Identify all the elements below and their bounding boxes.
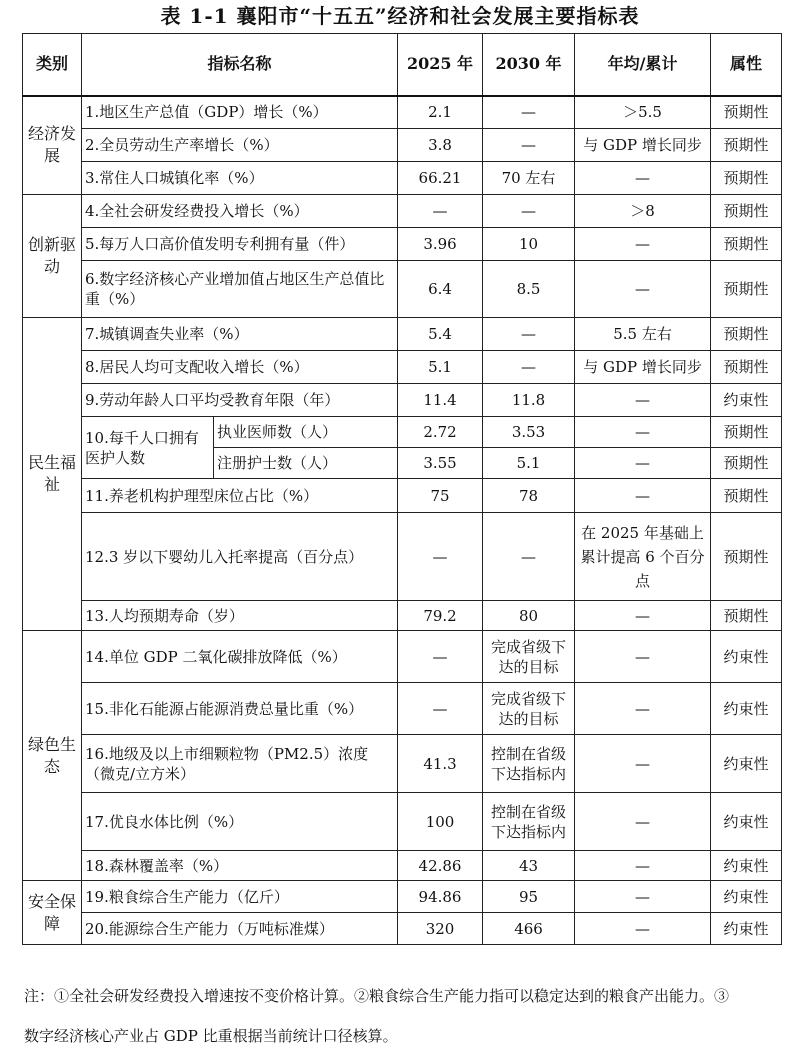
value-attr: 约束性 (711, 793, 782, 851)
value-2030: 70 左右 (483, 162, 575, 195)
value-attr: 预期性 (711, 162, 782, 195)
value-attr: 预期性 (711, 513, 782, 601)
header-row (23, 34, 782, 96)
indicator-name: 7.城镇调查失业率（%） (82, 318, 398, 351)
value-2025: 6.4 (398, 261, 483, 318)
footnote-line-1: 注：①全社会研发经费投入增速按不变价格计算。②粮食综合生产能力指可以稳定达到的粮食产出能力。③ (24, 987, 730, 1005)
value-avg: — (575, 631, 711, 683)
header-2030: 2030 年 (483, 34, 575, 96)
table-row (23, 351, 782, 384)
indicator-name: 14.单位 GDP 二氧化碳排放降低（%） (82, 631, 398, 683)
value-2030: 11.8 (483, 384, 575, 417)
value-avg: ＞5.5 (575, 96, 711, 129)
value-2030: — (483, 513, 575, 601)
indicator-name: 19.粮食综合生产能力（亿斤） (82, 881, 398, 913)
indicator-name: 13.人均预期寿命（岁） (82, 601, 398, 631)
value-attr: 预期性 (711, 195, 782, 228)
footnote (24, 985, 784, 1047)
indicator-name: 12.3 岁以下婴幼儿入托率提高（百分点） (82, 513, 398, 601)
indicator-name: 15.非化石能源占能源消费总量比重（%） (82, 683, 398, 735)
value-2030: — (483, 96, 575, 129)
value-2030: — (483, 195, 575, 228)
value-2030: 43 (483, 851, 575, 881)
value-2030: 10 (483, 228, 575, 261)
value-2025: 3.96 (398, 228, 483, 261)
value-avg: ＞8 (575, 195, 711, 228)
value-attr: 约束性 (711, 735, 782, 793)
value-avg: — (575, 683, 711, 735)
value-2025: 41.3 (398, 735, 483, 793)
table-row (23, 162, 782, 195)
header-indicator-name: 指标名称 (82, 34, 398, 96)
value-attr: 约束性 (711, 384, 782, 417)
value-2030: 466 (483, 913, 575, 945)
value-avg: — (575, 261, 711, 318)
value-2025: 94.86 (398, 881, 483, 913)
table-row (23, 513, 782, 601)
value-attr: 约束性 (711, 683, 782, 735)
value-2030: — (483, 351, 575, 384)
table-row (23, 631, 782, 683)
value-2030: 8.5 (483, 261, 575, 318)
indicator-name: 2.全员劳动生产率增长（%） (82, 129, 398, 162)
table-row (23, 318, 782, 351)
category-cell: 安全保障 (23, 881, 82, 945)
value-avg: — (575, 735, 711, 793)
header-avg: 年均/累计 (575, 34, 711, 96)
value-avg: — (575, 228, 711, 261)
table-row (23, 261, 782, 318)
table-row (23, 195, 782, 228)
value-2025: 5.4 (398, 318, 483, 351)
indicator-name: 18.森林覆盖率（%） (82, 851, 398, 881)
value-attr: 约束性 (711, 913, 782, 945)
value-avg: 在 2025 年基础上累计提高 6 个百分点 (575, 513, 711, 601)
value-attr: 预期性 (711, 601, 782, 631)
value-2030: — (483, 318, 575, 351)
indicator-subname: 执业医师数（人） (214, 417, 398, 448)
table-row (23, 384, 782, 417)
value-2030: 5.1 (483, 448, 575, 479)
table-row (23, 417, 782, 448)
category-cell: 经济发展 (23, 96, 82, 195)
value-2025: 5.1 (398, 351, 483, 384)
value-2025: 11.4 (398, 384, 483, 417)
footnote-line-2: 数字经济核心产业占 GDP 比重根据当前统计口径核算。 (24, 1027, 398, 1045)
value-avg: — (575, 793, 711, 851)
indicator-name: 3.常住人口城镇化率（%） (82, 162, 398, 195)
indicator-name: 9.劳动年龄人口平均受教育年限（年） (82, 384, 398, 417)
table-row (23, 683, 782, 735)
value-2025: 75 (398, 479, 483, 513)
value-attr: 预期性 (711, 96, 782, 129)
value-2025: — (398, 195, 483, 228)
value-2025: 100 (398, 793, 483, 851)
table-row (23, 228, 782, 261)
indicator-name: 16.地级及以上市细颗粒物（PM2.5）浓度（微克/立方米） (82, 735, 398, 793)
value-2030: — (483, 129, 575, 162)
value-2025: 3.55 (398, 448, 483, 479)
value-2030: 完成省级下达的目标 (483, 631, 575, 683)
value-attr: 预期性 (711, 228, 782, 261)
value-avg: — (575, 448, 711, 479)
value-attr: 约束性 (711, 881, 782, 913)
table-row (23, 881, 782, 913)
value-avg: — (575, 479, 711, 513)
table-row (23, 96, 782, 129)
value-avg: — (575, 851, 711, 881)
indicator-name: 10.每千人口拥有医护人数 (82, 417, 214, 479)
value-avg: — (575, 881, 711, 913)
table-row (23, 479, 782, 513)
value-2025: 3.8 (398, 129, 483, 162)
value-2025: — (398, 683, 483, 735)
value-avg: — (575, 162, 711, 195)
value-avg: — (575, 384, 711, 417)
value-2030: 80 (483, 601, 575, 631)
value-avg: 与 GDP 增长同步 (575, 351, 711, 384)
value-attr: 预期性 (711, 129, 782, 162)
value-attr: 约束性 (711, 851, 782, 881)
value-2030: 控制在省级下达指标内 (483, 735, 575, 793)
value-2030: 完成省级下达的目标 (483, 683, 575, 735)
header-attr: 属性 (711, 34, 782, 96)
value-2025: — (398, 513, 483, 601)
indicator-name: 4.全社会研发经费投入增长（%） (82, 195, 398, 228)
value-attr: 预期性 (711, 448, 782, 479)
indicator-subname: 注册护士数（人） (214, 448, 398, 479)
value-avg: — (575, 601, 711, 631)
value-avg: 与 GDP 增长同步 (575, 129, 711, 162)
indicator-name: 20.能源综合生产能力（万吨标准煤） (82, 913, 398, 945)
indicator-name: 17.优良水体比例（%） (82, 793, 398, 851)
table-title: 表 1-1 襄阳市“十五五”经济和社会发展主要指标表 (160, 4, 640, 28)
value-2025: 320 (398, 913, 483, 945)
value-attr: 预期性 (711, 417, 782, 448)
indicator-name: 6.数字经济核心产业增加值占地区生产总值比重（%） (82, 261, 398, 318)
value-attr: 预期性 (711, 351, 782, 384)
value-2025: 2.1 (398, 96, 483, 129)
table-row (23, 793, 782, 851)
table-row (23, 129, 782, 162)
category-cell: 创新驱动 (23, 195, 82, 318)
indicator-name: 5.每万人口高价值发明专利拥有量（件） (82, 228, 398, 261)
header-2025: 2025 年 (398, 34, 483, 96)
value-2030: 95 (483, 881, 575, 913)
indicator-name: 1.地区生产总值（GDP）增长（%） (82, 96, 398, 129)
indicator-name: 8.居民人均可支配收入增长（%） (82, 351, 398, 384)
value-attr: 预期性 (711, 479, 782, 513)
table-row (23, 913, 782, 945)
value-2025: — (398, 631, 483, 683)
value-2030: 控制在省级下达指标内 (483, 793, 575, 851)
category-cell: 民生福祉 (23, 318, 82, 631)
indicator-name: 11.养老机构护理型床位占比（%） (82, 479, 398, 513)
value-2030: 3.53 (483, 417, 575, 448)
value-2025: 2.72 (398, 417, 483, 448)
table-row (23, 851, 782, 881)
category-cell: 绿色生态 (23, 631, 82, 881)
table-row (23, 735, 782, 793)
value-avg: — (575, 417, 711, 448)
value-2030: 78 (483, 479, 575, 513)
value-2025: 42.86 (398, 851, 483, 881)
value-2025: 66.21 (398, 162, 483, 195)
header-category: 类别 (23, 34, 82, 96)
value-attr: 预期性 (711, 318, 782, 351)
table-row (23, 601, 782, 631)
value-attr: 预期性 (711, 261, 782, 318)
value-avg: 5.5 左右 (575, 318, 711, 351)
value-avg: — (575, 913, 711, 945)
value-2025: 79.2 (398, 601, 483, 631)
value-attr: 约束性 (711, 631, 782, 683)
indicator-table (22, 33, 782, 945)
